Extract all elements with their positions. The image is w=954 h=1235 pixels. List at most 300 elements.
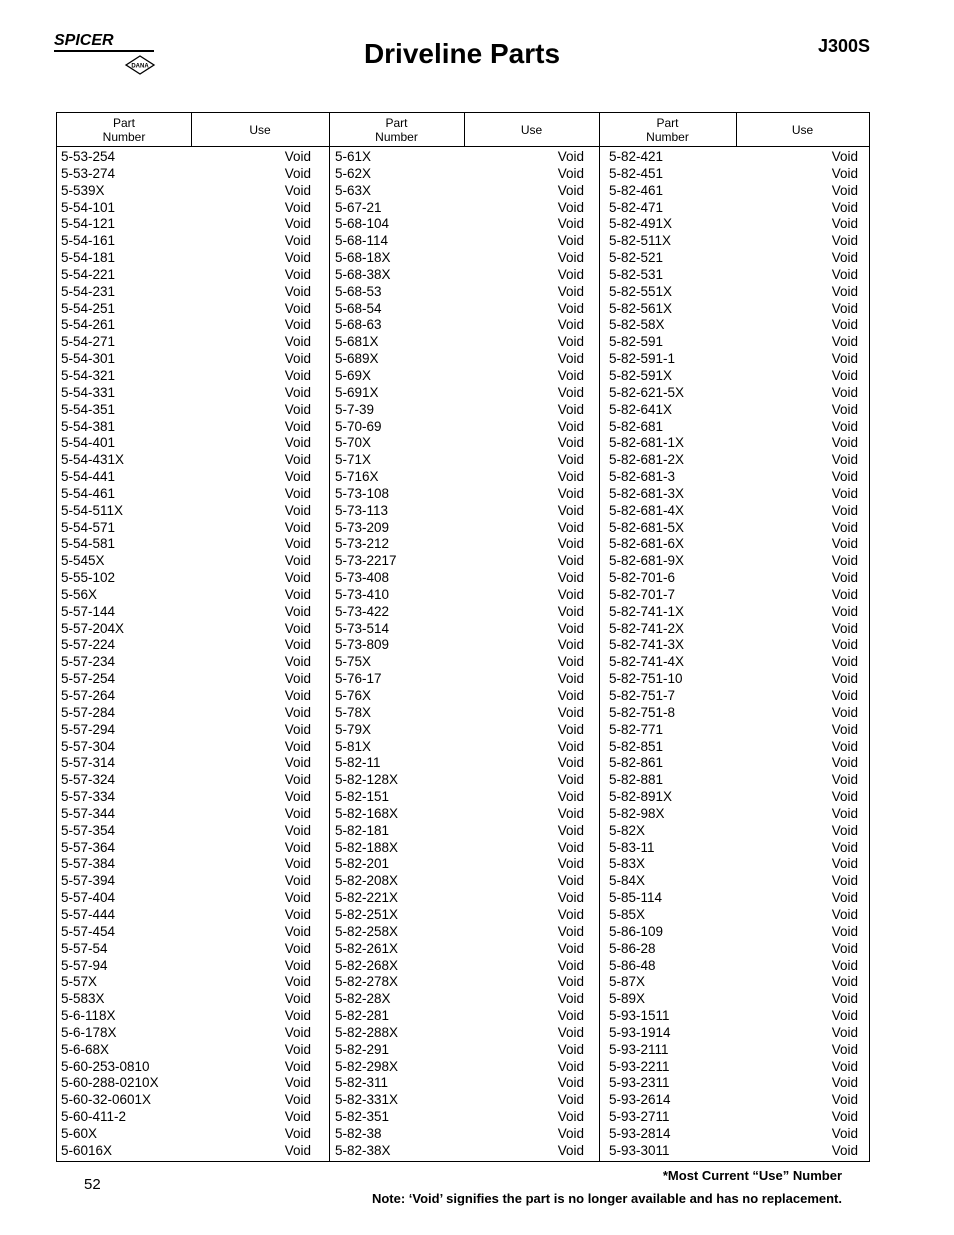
use-value: Void <box>831 1075 858 1091</box>
use-value: Void <box>831 536 858 552</box>
use-value: Void <box>831 1008 858 1024</box>
use-value: Void <box>557 1109 584 1125</box>
part-number: 5-57X <box>61 974 98 990</box>
part-number: 5-82-491X <box>609 216 673 232</box>
use-value: Void <box>831 688 858 703</box>
use-value: Void <box>557 1075 584 1091</box>
part-number: 5-54-431X <box>61 452 125 468</box>
part-number: 5-82-681-3X <box>609 485 685 501</box>
part-number: 5-82-681-1X <box>609 435 685 451</box>
part-number: 5-6016X <box>61 1142 113 1158</box>
part-number: 5-73-108 <box>335 485 390 501</box>
part-number: 5-82-511X <box>609 233 672 249</box>
table-row <box>61 301 311 318</box>
part-number: 5-86-48 <box>609 957 656 973</box>
header-divider <box>464 113 465 146</box>
part-number: 5-82-291 <box>335 1041 390 1057</box>
part-number: 5-93-1511 <box>609 1008 670 1024</box>
use-value: Void <box>831 233 858 249</box>
use-value: Void <box>831 873 858 889</box>
use-value: Void <box>831 485 858 501</box>
use-value: Void <box>831 1125 858 1141</box>
part-number: 5-82-701-7 <box>609 586 676 602</box>
table-row <box>61 267 311 284</box>
use-value: Void <box>284 317 311 333</box>
table-row <box>335 503 584 520</box>
use-value: Void <box>284 502 311 518</box>
part-number: 5-57-454 <box>61 923 116 939</box>
use-value: Void <box>831 1041 858 1057</box>
table-row <box>61 419 311 436</box>
use-value: Void <box>284 1075 311 1091</box>
use-value: Void <box>831 772 858 788</box>
part-number: 5-53-274 <box>61 165 116 181</box>
table-row <box>335 200 584 217</box>
part-number: 5-54-321 <box>61 367 116 383</box>
use-value: Void <box>831 620 858 636</box>
table-row <box>335 452 584 469</box>
part-number: 5-82-891X <box>609 789 673 805</box>
table-row <box>335 385 584 402</box>
table-row <box>609 301 858 318</box>
table-row <box>335 216 584 233</box>
use-value: Void <box>831 334 858 350</box>
table-row <box>609 688 858 705</box>
part-number: 5-82-181 <box>335 822 390 838</box>
part-number: 5-67-21 <box>335 199 382 215</box>
part-number: 5-78X <box>335 704 372 720</box>
use-value: Void <box>557 519 584 535</box>
table-row <box>335 233 584 250</box>
use-value: Void <box>831 755 858 771</box>
use-value: Void <box>557 637 584 653</box>
part-number: 5-57-394 <box>61 873 116 889</box>
use-value: Void <box>284 856 311 872</box>
table-row <box>61 890 311 907</box>
use-value: Void <box>557 502 584 518</box>
part-number: 5-82-421 <box>609 149 664 164</box>
part-number: 5-93-2711 <box>609 1109 670 1125</box>
use-value: Void <box>831 890 858 906</box>
part-number: 5-70-69 <box>335 418 382 434</box>
use-value: Void <box>284 334 311 350</box>
part-number: 5-73-209 <box>335 519 390 535</box>
table-row <box>335 520 584 537</box>
use-value: Void <box>831 570 858 586</box>
use-value: Void <box>284 1109 311 1125</box>
table-row <box>61 334 311 351</box>
use-value: Void <box>284 553 311 569</box>
table-row <box>609 1075 858 1092</box>
part-number: 5-57-344 <box>61 805 116 821</box>
use-value: Void <box>284 991 311 1007</box>
table-row <box>609 856 858 873</box>
part-number: 5-69X <box>335 367 372 383</box>
table-row <box>609 873 858 890</box>
use-value: Void <box>557 401 584 417</box>
use-value: Void <box>557 654 584 670</box>
table-row <box>335 1143 584 1160</box>
part-number: 5-82-331X <box>335 1092 399 1108</box>
use-value: Void <box>831 149 858 164</box>
part-number: 5-82-298X <box>335 1058 399 1074</box>
table-row <box>609 1092 858 1109</box>
table-row <box>609 941 858 958</box>
dana-text: DANA <box>131 63 149 70</box>
use-value: Void <box>284 654 311 670</box>
use-value: Void <box>284 755 311 771</box>
use-value: Void <box>557 805 584 821</box>
table-row <box>609 536 858 553</box>
part-number: 5-82-451 <box>609 165 664 181</box>
part-number: 5-82-591-1 <box>609 351 676 367</box>
table-row <box>335 772 584 789</box>
table-row <box>335 536 584 553</box>
part-number: 5-539X <box>61 182 105 198</box>
part-number: 5-82-261X <box>335 940 399 956</box>
table-row <box>609 200 858 217</box>
part-number: 5-60-32-0601X <box>61 1092 152 1108</box>
part-number: 5-82-38X <box>335 1142 391 1158</box>
part-number: 5-82-741-3X <box>609 637 685 653</box>
table-row <box>61 924 311 941</box>
header-use-3: Use <box>791 122 814 137</box>
table-row <box>61 385 311 402</box>
use-value: Void <box>557 906 584 922</box>
part-number: 5-68-63 <box>335 317 382 333</box>
use-value: Void <box>557 418 584 434</box>
use-value: Void <box>831 704 858 720</box>
part-number: 5-84X <box>609 873 646 889</box>
part-number: 5-54-461 <box>61 485 116 501</box>
table-row <box>61 671 311 688</box>
use-value: Void <box>284 586 311 602</box>
table-row <box>61 958 311 975</box>
table-row <box>609 890 858 907</box>
table-row <box>61 856 311 873</box>
use-value: Void <box>284 250 311 266</box>
use-value: Void <box>284 165 311 181</box>
table-row <box>335 284 584 301</box>
part-number: 5-54-271 <box>61 334 116 350</box>
part-number: 5-73-408 <box>335 570 390 586</box>
part-number: 5-82-681 <box>609 418 664 434</box>
part-number: 5-82-201 <box>335 856 390 872</box>
table-row <box>61 368 311 385</box>
table-row <box>609 1059 858 1076</box>
table-row <box>61 250 311 267</box>
part-number: 5-82-188X <box>335 839 399 855</box>
header-use-2: Use <box>520 122 543 137</box>
part-number: 5-57-314 <box>61 755 116 771</box>
table-row <box>61 637 311 654</box>
part-number: 5-82-288X <box>335 1024 399 1040</box>
part-number: 5-54-221 <box>61 266 116 282</box>
part-number: 5-54-251 <box>61 300 116 316</box>
use-value: Void <box>284 1008 311 1024</box>
use-value: Void <box>831 839 858 855</box>
use-value: Void <box>557 1024 584 1040</box>
table-row <box>609 402 858 419</box>
part-number: 5-57-54 <box>61 940 108 956</box>
use-value: Void <box>557 704 584 720</box>
use-value: Void <box>284 418 311 434</box>
header-part-number-1: Part Number <box>102 115 146 144</box>
use-value: Void <box>831 974 858 990</box>
use-value: Void <box>284 620 311 636</box>
use-value: Void <box>284 351 311 367</box>
document-code: J300S <box>817 36 870 56</box>
part-number: 5-82-681-9X <box>609 553 685 569</box>
part-number: 5-73-514 <box>335 620 390 636</box>
part-number: 5-60-253-0810 <box>61 1058 150 1074</box>
part-number: 5-82-751-10 <box>609 671 683 687</box>
part-number: 5-62X <box>335 165 372 181</box>
part-number: 5-61X <box>335 149 372 164</box>
part-number: 5-82-751-8 <box>609 704 676 720</box>
part-number: 5-57-264 <box>61 688 116 703</box>
table-row <box>61 941 311 958</box>
column-1 <box>61 149 311 1160</box>
part-number: 5-85X <box>609 906 646 922</box>
table-row <box>609 435 858 452</box>
use-value: Void <box>831 216 858 232</box>
table-row <box>609 823 858 840</box>
part-number: 5-82-461 <box>609 182 664 198</box>
table-row <box>609 469 858 486</box>
table-row <box>335 654 584 671</box>
table-row <box>61 200 311 217</box>
use-value: Void <box>831 637 858 653</box>
table-row <box>335 149 584 166</box>
use-value: Void <box>557 839 584 855</box>
use-value: Void <box>284 452 311 468</box>
use-value: Void <box>831 1092 858 1108</box>
part-number: 5-82-351 <box>335 1109 390 1125</box>
table-row <box>609 958 858 975</box>
use-value: Void <box>284 149 311 164</box>
part-number: 5-82-741-2X <box>609 620 685 636</box>
table-row <box>335 789 584 806</box>
use-value: Void <box>284 671 311 687</box>
use-value: Void <box>831 317 858 333</box>
table-row <box>61 1126 311 1143</box>
part-number: 5-54-161 <box>61 233 116 249</box>
use-value: Void <box>831 418 858 434</box>
part-number: 5-82-58X <box>609 317 665 333</box>
table-row <box>61 705 311 722</box>
use-value: Void <box>831 586 858 602</box>
table-row <box>61 1109 311 1126</box>
use-value: Void <box>284 435 311 451</box>
use-value: Void <box>284 384 311 400</box>
use-value: Void <box>557 384 584 400</box>
use-value: Void <box>284 873 311 889</box>
part-number: 5-82X <box>609 822 646 838</box>
use-value: Void <box>831 452 858 468</box>
table-row <box>609 520 858 537</box>
table-row <box>609 587 858 604</box>
table-row <box>609 1109 858 1126</box>
table-row <box>609 604 858 621</box>
part-number: 5-73-212 <box>335 536 390 552</box>
table-row <box>335 553 584 570</box>
part-number: 5-82-681-6X <box>609 536 685 552</box>
parts-table <box>56 112 870 1162</box>
table-row <box>61 402 311 419</box>
part-number: 5-54-401 <box>61 435 116 451</box>
table-row <box>609 570 858 587</box>
part-number: 5-54-261 <box>61 317 116 333</box>
table-row <box>609 183 858 200</box>
part-number: 5-82-151 <box>335 789 390 805</box>
use-value: Void <box>557 233 584 249</box>
part-number: 5-82-681-3 <box>609 469 676 485</box>
use-value: Void <box>284 721 311 737</box>
table-row <box>61 183 311 200</box>
part-number: 5-6-68X <box>61 1041 110 1057</box>
use-value: Void <box>831 283 858 299</box>
part-number: 5-82-861 <box>609 755 664 771</box>
part-number: 5-82-38 <box>335 1125 382 1141</box>
table-row <box>61 1075 311 1092</box>
part-number: 5-73-410 <box>335 586 390 602</box>
use-value: Void <box>557 199 584 215</box>
use-value: Void <box>284 772 311 788</box>
table-row <box>609 772 858 789</box>
part-number: 5-86-28 <box>609 940 656 956</box>
use-value: Void <box>284 1092 311 1108</box>
table-row <box>61 772 311 789</box>
header-part-number-3: Part Number <box>646 115 689 144</box>
table-row <box>61 654 311 671</box>
part-number: 5-57-234 <box>61 654 116 670</box>
table-row <box>335 722 584 739</box>
part-number: 5-82-278X <box>335 974 399 990</box>
table-row <box>609 267 858 284</box>
table-row <box>609 1025 858 1042</box>
use-value: Void <box>284 1125 311 1141</box>
use-value: Void <box>284 637 311 653</box>
part-number: 5-93-2814 <box>609 1125 671 1141</box>
part-number: 5-82-221X <box>335 890 399 906</box>
part-number: 5-68-18X <box>335 250 391 266</box>
use-value: Void <box>284 519 311 535</box>
table-row <box>335 806 584 823</box>
part-number: 5-73-422 <box>335 603 390 619</box>
table-row <box>61 452 311 469</box>
use-value: Void <box>831 351 858 367</box>
use-value: Void <box>831 384 858 400</box>
use-value: Void <box>557 586 584 602</box>
table-row <box>335 402 584 419</box>
part-number: 5-68-54 <box>335 300 382 316</box>
table-row <box>61 149 311 166</box>
table-row <box>609 233 858 250</box>
use-value: Void <box>284 401 311 417</box>
table-row <box>61 604 311 621</box>
use-value: Void <box>557 351 584 367</box>
use-value: Void <box>557 671 584 687</box>
use-value: Void <box>557 1092 584 1108</box>
part-number: 5-82-561X <box>609 300 673 316</box>
table-row <box>609 654 858 671</box>
part-number: 5-82-881 <box>609 772 664 788</box>
part-number: 5-57-364 <box>61 839 116 855</box>
table-row <box>609 924 858 941</box>
table-row <box>61 1042 311 1059</box>
part-number: 5-54-381 <box>61 418 116 434</box>
use-value: Void <box>284 906 311 922</box>
table-row <box>335 435 584 452</box>
table-row <box>609 216 858 233</box>
table-row <box>335 1042 584 1059</box>
use-value: Void <box>557 367 584 383</box>
table-row <box>61 469 311 486</box>
table-row <box>609 840 858 857</box>
use-value: Void <box>284 536 311 552</box>
table-row <box>609 419 858 436</box>
part-number: 5-54-441 <box>61 469 116 485</box>
part-number: 5-57-294 <box>61 721 116 737</box>
use-value: Void <box>557 789 584 805</box>
use-value: Void <box>831 367 858 383</box>
use-value: Void <box>284 300 311 316</box>
part-number: 5-583X <box>61 991 105 1007</box>
part-number: 5-85-114 <box>609 890 663 906</box>
table-row <box>61 1143 311 1160</box>
table-row <box>335 587 584 604</box>
table-row <box>61 991 311 1008</box>
use-value: Void <box>557 283 584 299</box>
part-number: 5-93-2311 <box>609 1075 670 1091</box>
part-number: 5-79X <box>335 721 372 737</box>
table-row <box>61 1008 311 1025</box>
use-value: Void <box>284 469 311 485</box>
use-value: Void <box>831 738 858 754</box>
part-number: 5-57-324 <box>61 772 116 788</box>
table-row <box>61 840 311 857</box>
table-row <box>61 503 311 520</box>
table-row <box>335 1059 584 1076</box>
part-number: 5-68-53 <box>335 283 382 299</box>
table-row <box>61 1092 311 1109</box>
part-number: 5-63X <box>335 182 372 198</box>
table-row <box>61 806 311 823</box>
table-row <box>61 907 311 924</box>
part-number: 5-54-571 <box>61 519 116 535</box>
use-value: Void <box>557 334 584 350</box>
part-number: 5-82-98X <box>609 805 665 821</box>
use-value: Void <box>557 1058 584 1074</box>
table-row <box>609 991 858 1008</box>
part-number: 5-54-101 <box>61 199 116 215</box>
use-value: Void <box>831 469 858 485</box>
part-number: 5-82-751-7 <box>609 688 676 703</box>
part-number: 5-82-591 <box>609 334 664 350</box>
table-row <box>335 1025 584 1042</box>
table-row <box>609 637 858 654</box>
use-value: Void <box>557 772 584 788</box>
part-number: 5-93-3011 <box>609 1142 670 1158</box>
part-number: 5-83-11 <box>609 839 655 855</box>
use-value: Void <box>831 1142 858 1158</box>
part-number: 5-57-354 <box>61 822 116 838</box>
part-number: 5-73-113 <box>335 502 389 518</box>
use-value: Void <box>557 755 584 771</box>
table-row <box>335 166 584 183</box>
part-number: 5-57-284 <box>61 704 116 720</box>
